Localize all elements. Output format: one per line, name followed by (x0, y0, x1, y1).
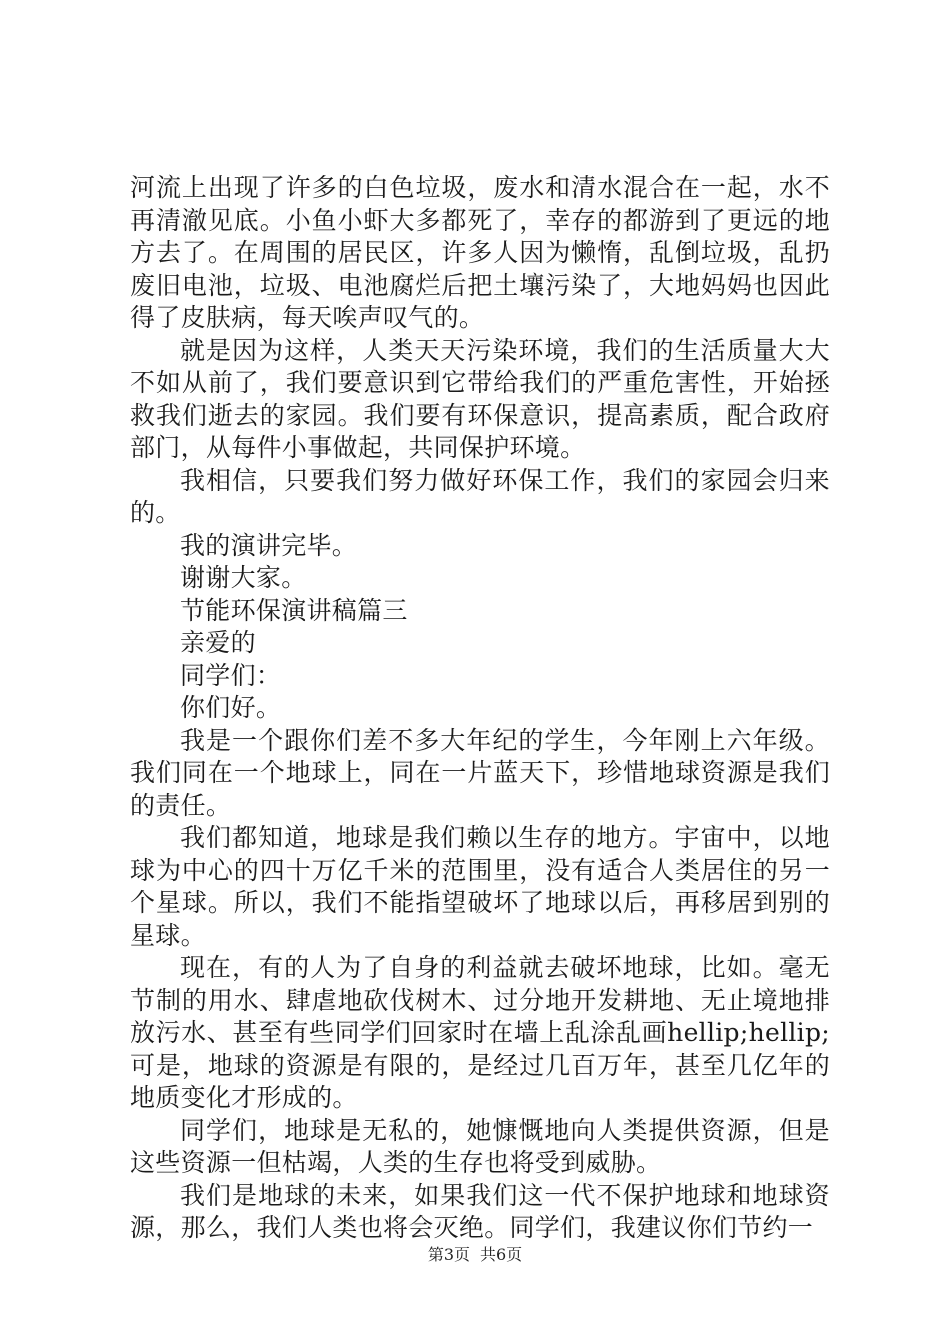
paragraph: 我相信，只要我们努力做好环保工作，我们的家园会归来的。 (130, 465, 830, 527)
paragraph: 我们是地球的未来，如果我们这一代不保护地球和地球资源，那么，我们人类也将会灭绝。同学们，我建议你们节约一 (130, 1180, 830, 1242)
salutation-line: 亲爱的 (180, 628, 256, 657)
page-number: 第3页 (427, 1245, 470, 1264)
paragraph: 河流上出现了许多的白色垃圾，废水和清水混合在一起，水不再清澈见底。小鱼小虾大多都死了，幸存的都游到了更远的地方去了。在周围的居民区，许多人因为懒惰，乱倒垃圾，乱扔废旧电池，垃圾、电池腐烂后把土壤污染了，大地妈妈也因此得了皮肤病，每天唉声叹气的。 (130, 173, 830, 332)
paragraph: 我是一个跟你们差不多大年纪的学生，今年刚上六年级。我们同在一个地球上，同在一片蓝天下，珍惜地球资源是我们的责任。 (130, 725, 830, 820)
paragraph: 我的演讲完毕。 (180, 530, 358, 560)
page-total: 共6页 (480, 1245, 523, 1264)
salutation-line: 同学们： (180, 660, 282, 690)
paragraph: 同学们，地球是无私的，她慷慨地向人类提供资源，但是这些资源一但枯竭，人类的生存也将受到威胁。 (130, 1115, 830, 1177)
paragraph: 我们都知道，地球是我们赖以生存的地方。宇宙中，以地球为中心的四十万亿千米的范围里，没有适合人类居住的另一个星球。所以，我们不能指望破坏了地球以后，再移居到别的星球。 (130, 823, 830, 950)
greeting-line: 你们好。 (180, 693, 282, 722)
document-body (130, 172, 830, 1245)
section-heading: 节能环保演讲稿篇三 (180, 595, 408, 625)
paragraph: 谢谢大家。 (180, 563, 307, 592)
paragraph: 就是因为这样，人类天天污染环境，我们的生活质量大大不如从前了，我们要意识到它带给我们的严重危害性，开始拯救我们逝去的家园。我们要有环保意识，提高素质，配合政府部门，从每件小事做起，共同保护环境。 (130, 335, 830, 462)
page-footer (0, 1242, 950, 1265)
paragraph: 现在，有的人为了自身的利益就去破坏地球，比如。毫无节制的用水、肆虐地砍伐树木、过分地开发耕地、无止境地排放污水、甚至有些同学们回家时在墙上乱涂乱画hellip;hellip;可是，地球的资源是有限的，是经过几百万年，甚至几亿年的地质变化才形成的。 (130, 953, 830, 1112)
